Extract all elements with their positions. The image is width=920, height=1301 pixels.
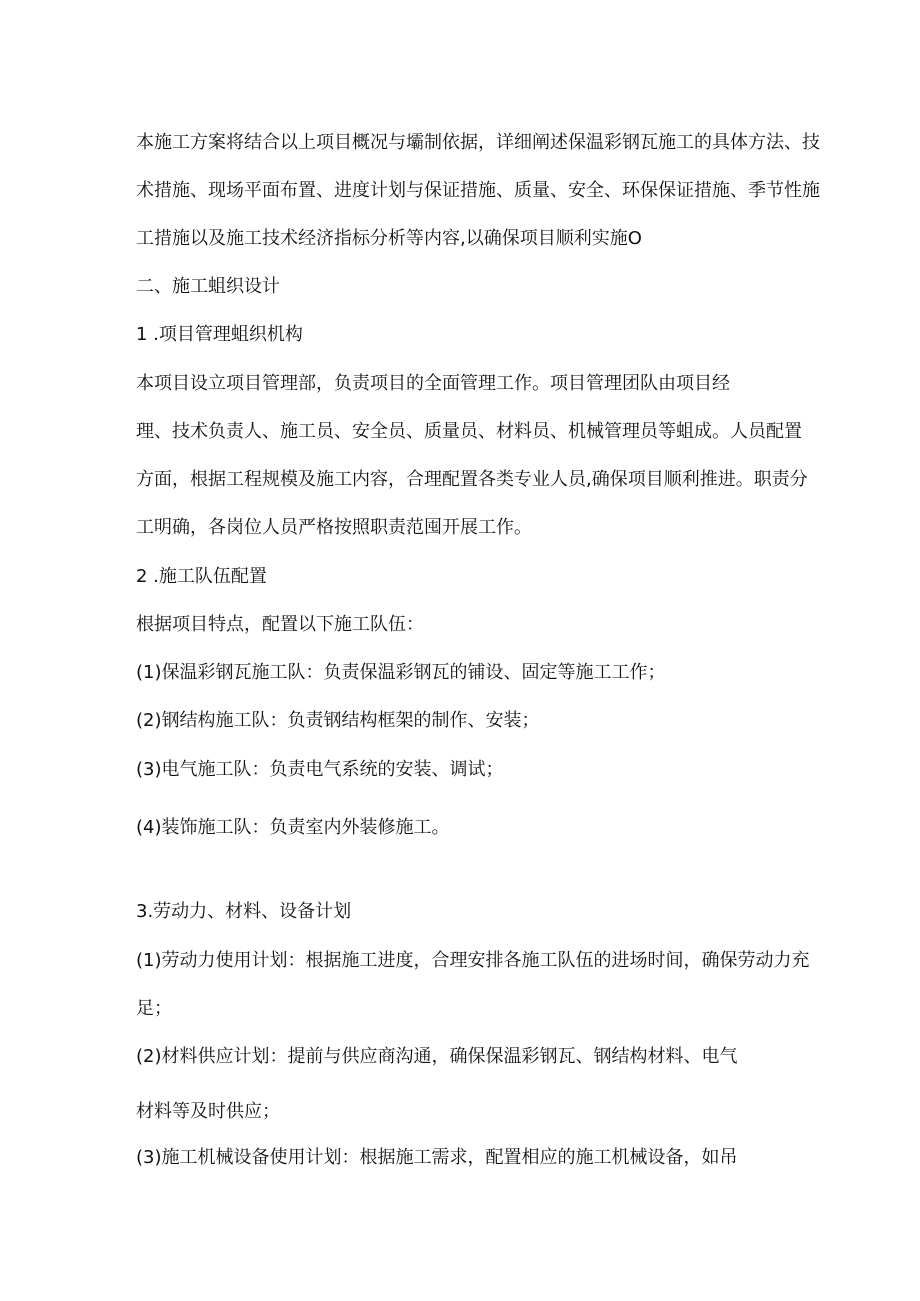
- subheading-project-management: 1 .项目管理蛆织机构: [136, 324, 303, 345]
- paragraph-management-line-1: 本项目设立项目管理部，负责项目的全面管理工作。项目管理团队由项目经: [136, 373, 730, 394]
- section-heading-construction-organization: 二、施工蛆织设计: [136, 276, 280, 297]
- list-item-plan-1-line-1: (1)劳动力使用计划：根据施工进度，合理安排各施工队伍的进场时间，确保劳动力充: [136, 950, 810, 971]
- list-item-team-3: (3)电气施工队：负责电气系统的安装、调试；: [136, 759, 504, 780]
- list-item-team-4: (4)装饰施工队：负责室内外装修施工。: [136, 817, 450, 838]
- list-item-plan-3-line-1: (3)施工机械设备使用计划：根据施工需求，配置相应的施工机械设备，如吊: [136, 1147, 738, 1168]
- list-item-team-2: (2)钢结构施工队：负责钢结构框架的制作、安装；: [136, 710, 540, 731]
- subheading-team-configuration: 2 .施工队伍配置: [136, 566, 267, 587]
- paragraph-management-line-2: 理、技术负责人、施工员、安全员、质量员、材料员、机械管理员等蛆成。人员配置: [136, 421, 802, 442]
- paragraph-intro-line-1: 本施工方案将结合以上项目概况与壩制依据，详细阐述保温彩钢瓦施工的具体方法、技: [136, 132, 820, 153]
- list-item-team-1: (1)保温彩钢瓦施工队：负责保温彩钢瓦的铺设、固定等施工工作；: [136, 662, 666, 683]
- paragraph-team-intro: 根据项目特点，配置以下施工队伍：: [136, 614, 424, 635]
- paragraph-management-line-3: 方面，根据工程规模及施工内容，合理配置各类专业人员,确保项目顺利推进。职责分: [136, 469, 808, 490]
- subheading-resource-plan: 3.劳动力、材料、设备计划: [136, 901, 352, 922]
- paragraph-intro-line-3: 工措施以及施工技术经济指标分析等内容,以确保项目顺利实施O: [136, 228, 642, 249]
- list-item-plan-2-line-2: 材料等及时供应；: [136, 1101, 280, 1122]
- paragraph-management-line-4: 工明确，各岗位人员严格按照职责范囤开展工作。: [136, 517, 532, 538]
- list-item-plan-1-line-2: 足；: [136, 998, 172, 1019]
- list-item-plan-2-line-1: (2)材料供应计划：提前与供应商沟通，确保保温彩钢瓦、钢结构材料、电气: [136, 1046, 738, 1067]
- paragraph-intro-line-2: 术措施、现场平面布置、进度计划与保证措施、质量、安全、环保保证措施、季节性施: [136, 180, 820, 201]
